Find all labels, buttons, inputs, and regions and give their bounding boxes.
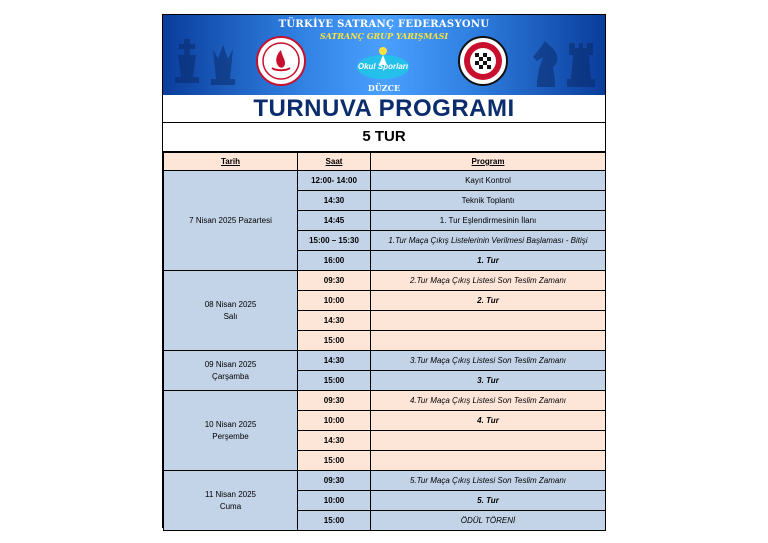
event-title: SATRANÇ GRUP YARIŞMASI	[319, 31, 449, 41]
time-cell: 15:00	[298, 331, 371, 351]
weekday-label: Perşembe	[212, 431, 249, 441]
program-cell: 3. Tur	[371, 371, 606, 391]
time-cell: 09:30	[298, 271, 371, 291]
page-title: TURNUVA PROGRAMI	[253, 95, 515, 122]
table-row	[164, 271, 606, 291]
table-header-row	[164, 153, 606, 171]
date-label: 11 Nisan 2025	[205, 489, 256, 499]
time-cell: 09:30	[298, 391, 371, 411]
time-cell: 14:30	[298, 351, 371, 371]
time-cell: 14:30	[298, 431, 371, 451]
program-cell: 1. Tur Eşlendirmesinin İlanı	[371, 211, 606, 231]
ministry-logo-icon	[256, 36, 306, 86]
column-header-program: Program	[371, 153, 606, 171]
date-label: 10 Nisan 2025	[204, 419, 257, 429]
table-row	[164, 171, 606, 191]
weekday-label: Çarşamba	[212, 371, 249, 381]
column-header-time: Saat	[298, 153, 371, 171]
date-label: 08 Nisan 2025	[204, 299, 257, 309]
program-cell: Teknik Toplantı	[371, 191, 606, 211]
program-cell: 2.Tur Maça Çıkış Listesi Son Teslim Zamanı	[371, 271, 606, 291]
date-cell	[164, 351, 298, 391]
time-cell: 14:30	[298, 191, 371, 211]
date-cell	[164, 391, 298, 471]
city-label: DÜZCE	[367, 83, 401, 93]
column-header-date: Tarih	[164, 153, 298, 171]
program-cell: 4. Tur	[371, 411, 606, 431]
time-cell: 09:30	[298, 471, 371, 491]
table-row	[164, 351, 606, 371]
header-banner	[163, 15, 605, 95]
program-cell: 5.Tur Maça Çıkış Listesi Son Teslim Zamanı	[371, 471, 606, 491]
date-label: 09 Nisan 2025	[204, 359, 257, 369]
chess-federation-logo-icon	[458, 36, 508, 86]
program-cell: ÖDÜL TÖRENİ	[371, 511, 606, 531]
program-cell: 3.Tur Maça Çıkış Listesi Son Teslim Zamanı	[371, 351, 606, 371]
time-cell: 16:00	[298, 251, 371, 271]
table-row	[164, 391, 606, 411]
time-cell: 10:00	[298, 291, 371, 311]
schedule-table	[163, 152, 606, 531]
weekday-label: Salı	[223, 311, 238, 321]
date-cell	[164, 271, 298, 351]
program-cell	[371, 331, 606, 351]
time-cell: 14:30	[298, 311, 371, 331]
federation-title: TÜRKİYE SATRANÇ FEDERASYONU	[278, 19, 490, 30]
program-cell	[371, 451, 606, 471]
time-cell: 12:00- 14:00	[298, 171, 371, 191]
time-cell: 15:00	[298, 511, 371, 531]
time-cell: 15:00 – 15:30	[298, 231, 371, 251]
weekday-label: Cuma	[219, 501, 242, 511]
program-cell: 1.Tur Maça Çıkış Listelerinin Verilmesi Başlaması - Bitişi	[371, 231, 606, 251]
round-count: 5 TUR	[163, 122, 605, 152]
program-cell	[371, 431, 606, 451]
program-cell	[371, 311, 606, 331]
time-cell: 14:45	[298, 211, 371, 231]
program-cell: 4.Tur Maça Çıkış Listesi Son Teslim Zamanı	[371, 391, 606, 411]
time-cell: 10:00	[298, 491, 371, 511]
program-cell: Kayıt Kontrol	[371, 171, 606, 191]
table-row	[164, 471, 606, 491]
time-cell: 15:00	[298, 371, 371, 391]
date-cell	[164, 471, 298, 531]
time-cell: 15:00	[298, 451, 371, 471]
program-cell: 1. Tur	[371, 251, 606, 271]
program-cell: 2. Tur	[371, 291, 606, 311]
date-cell	[164, 171, 298, 271]
program-cell: 5. Tur	[371, 491, 606, 511]
schedule-sheet	[162, 14, 606, 528]
school-sports-logo-text: Okul Sporları	[357, 62, 409, 71]
date-label: 7 Nisan 2025 Pazartesi	[189, 215, 272, 225]
time-cell: 10:00	[298, 411, 371, 431]
